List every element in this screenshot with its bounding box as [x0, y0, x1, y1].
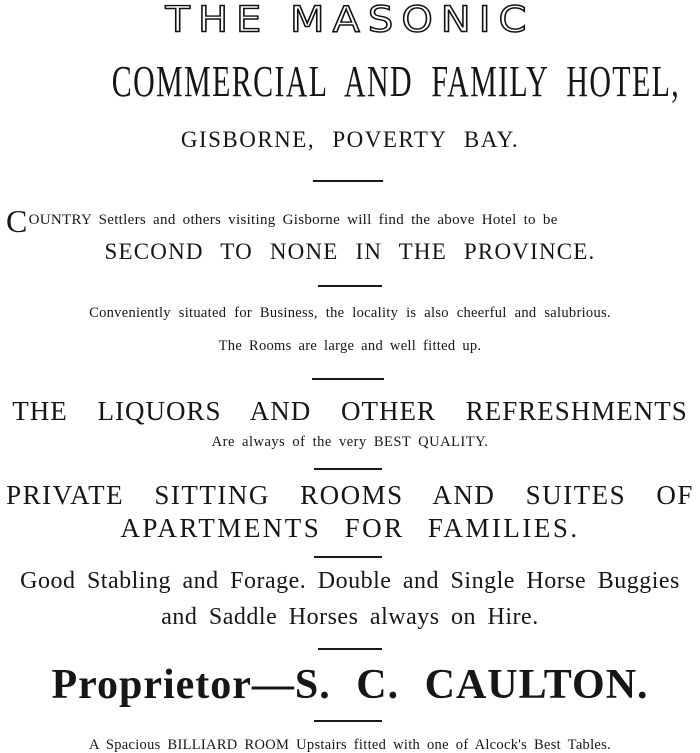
stabling-line-1: Good Stabling and Forage. Double and Single Horse Buggies [20, 568, 680, 594]
intro-paragraph [6, 205, 696, 237]
divider-rule [313, 180, 383, 182]
divider-rule [314, 556, 382, 558]
claim-line: SECOND TO NONE IN THE PROVINCE. [104, 239, 596, 264]
divider-rule [318, 648, 382, 650]
liquors-note: Are always of the very BEST QUALITY. [211, 434, 489, 450]
proprietor-line: Proprietor—S. C. CAULTON. [51, 662, 649, 708]
drop-cap: C [6, 203, 28, 239]
divider-rule [314, 468, 382, 470]
rooms-note: The Rooms are large and well fitted up. [218, 338, 482, 354]
location-note: Conveniently situated for Business, the locality is also cheerful and salubrious. [89, 305, 611, 321]
billiard-note: A Spacious BILLIARD ROOM Upstairs fitted with one of Alcock's Best Tables. [88, 737, 612, 753]
advert-location: GISBORNE, POVERTY BAY. [180, 127, 520, 152]
stabling-line-2: and Saddle Horses always on Hire. [161, 604, 539, 630]
divider-rule [314, 720, 382, 722]
private-rooms-line-1: PRIVATE SITTING ROOMS AND SUITES OF [6, 480, 694, 510]
liquors-heading: THE LIQUORS AND OTHER REFRESHMENTS [12, 396, 688, 426]
intro-text: OUNTRY Settlers and others visiting Gisborne will find the above Hotel to be [28, 212, 558, 228]
advert-subtitle: COMMERCIAL AND FAMILY HOTEL, [111, 57, 681, 106]
advert-title: THE MASONIC [165, 0, 535, 41]
divider-rule [318, 285, 382, 287]
private-rooms-line-2: APARTMENTS FOR FAMILIES. [120, 513, 580, 543]
divider-rule [312, 378, 384, 380]
